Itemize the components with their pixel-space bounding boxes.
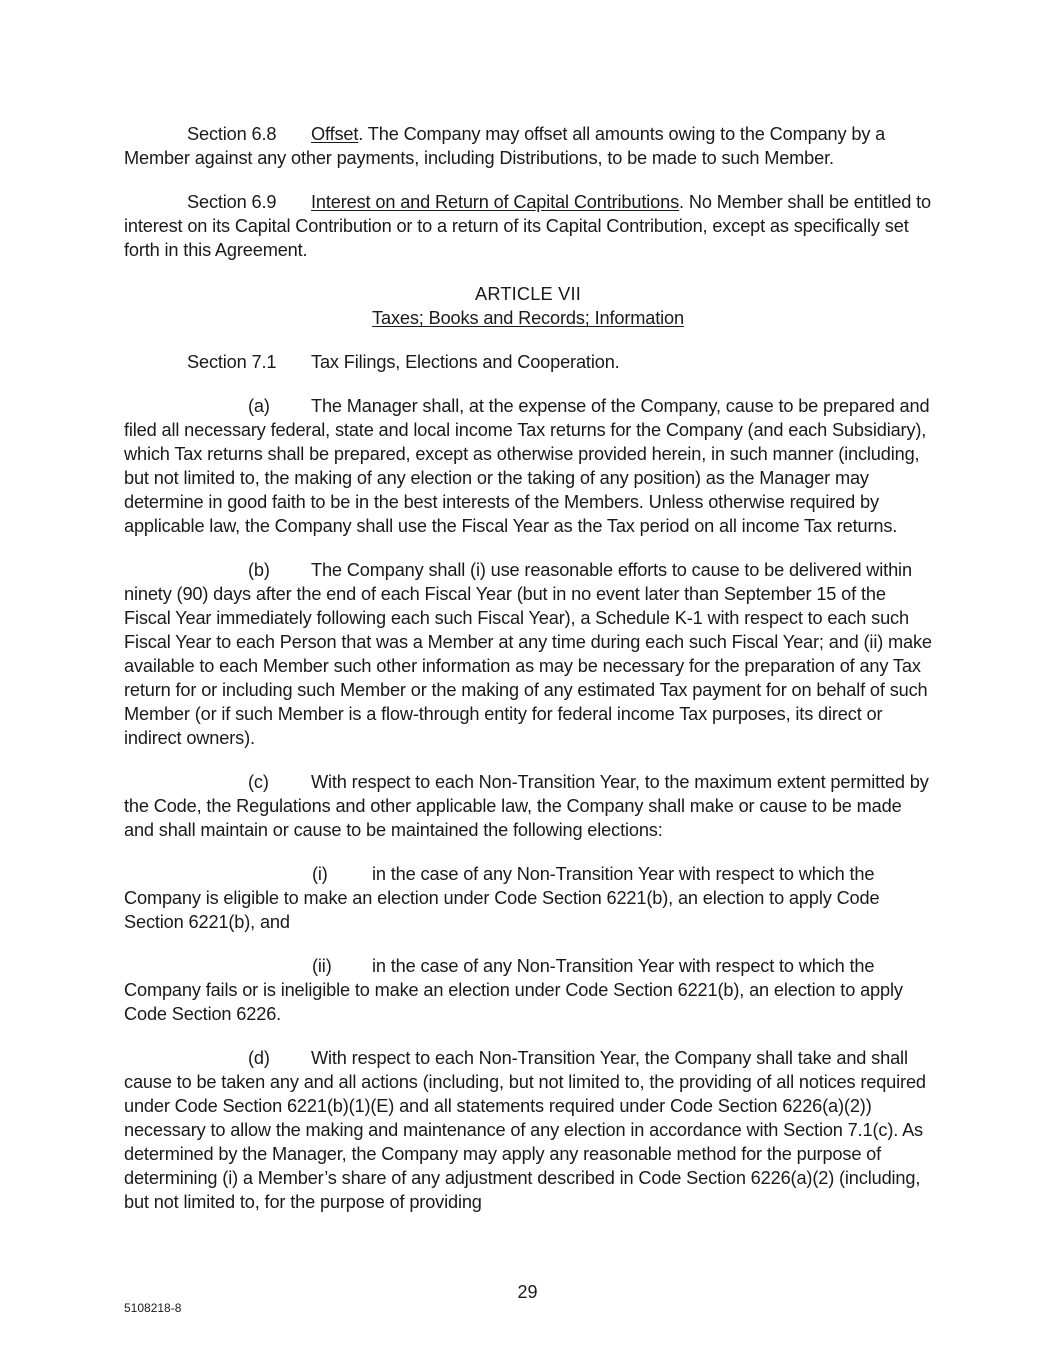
section-number: Section 6.9 bbox=[187, 192, 277, 212]
paragraph-text: The Company shall (i) use reasonable efforts to cause to be delivered within ninety (90) days after the end of each Fiscal Year (but in no event later than September 15 of the Fiscal Year immediately following each such Fiscal Year), a Schedule K-1 with respect to each such Fiscal Year to each Person that was a Member at any time during each such Fiscal Year; and (ii) make available to each Member such other information as may be necessary for the preparation of any Tax return for or including such Member or the making of any estimated Tax payment for on behalf of such Member (or if such Member is a flow-through entity for federal income Tax purposes, its direct or indirect owners). bbox=[124, 560, 932, 748]
section-title: Tax Filings, Elections and Cooperation. bbox=[311, 352, 620, 372]
paragraph-label: (ii) bbox=[312, 956, 332, 976]
section-number: Section 7.1 bbox=[187, 352, 277, 372]
article-heading: ARTICLE VII bbox=[475, 284, 581, 304]
section-number: Section 6.8 bbox=[187, 124, 277, 144]
paragraph-b bbox=[124, 558, 932, 750]
paragraph-label: (i) bbox=[312, 864, 328, 884]
section-body: . No Member shall be entitled to interest on its Capital Contribution or to a return of its Capital Contribution, except as specifically set forth in this Agreement. bbox=[124, 192, 932, 260]
paragraph-c-ii bbox=[124, 954, 932, 1026]
paragraph-label: (a) bbox=[248, 396, 270, 416]
paragraph-a bbox=[124, 394, 932, 538]
document-id: 5108218-8 bbox=[124, 1301, 182, 1315]
section-title: Offset bbox=[311, 124, 359, 144]
paragraph-c-i bbox=[124, 862, 932, 934]
paragraph-text: The Manager shall, at the expense of the Company, cause to be prepared and filed all necessary federal, state and local income Tax returns for the Company (and each Subsidiary), which Tax returns shall be prepared, except as otherwise provided herein, in such manner (including, but not limited to, the making of any election or the taking of any position) as the Manager may determine in good faith to be in the best interests of the Members. Unless otherwise required by applicable law, the Company shall use the Fiscal Year as the Tax period on all income Tax returns. bbox=[124, 396, 930, 536]
paragraph-label: (b) bbox=[248, 560, 270, 580]
paragraph-d bbox=[124, 1046, 932, 1214]
section-body: . The Company may offset all amounts owing to the Company by a Member against any other payments, including Distributions, to be made to such Member. bbox=[124, 124, 886, 168]
section-title: Interest on and Return of Capital Contributions bbox=[311, 192, 680, 212]
section-7-1 bbox=[124, 350, 932, 374]
paragraph-text: in the case of any Non-Transition Year with respect to which the Company fails or is ineligible to make an election under Code Section 6221(b), an election to apply Code Section 6226. bbox=[124, 956, 903, 1024]
paragraph-label: (c) bbox=[248, 772, 269, 792]
paragraph-c bbox=[124, 770, 932, 842]
paragraph-text: With respect to each Non-Transition Year, the Company shall take and shall cause to be taken any and all actions (including, but not limited to, the providing of all notices required under Code Section 6221(b)(1)(E) and all statements required under Code Section 6226(a)(2)) necessary to allow the making and maintenance of any election in accordance with Section 7.1(c). As determined by the Manager, the Company may apply any reasonable method for the purpose of determining (i) a Member’s share of any adjustment described in Code Section 6226(a)(2) (including, but not limited to, for the purpose of providing bbox=[124, 1048, 926, 1212]
article-header bbox=[124, 282, 932, 330]
section-6-9 bbox=[124, 190, 932, 262]
paragraph-text: With respect to each Non-Transition Year, to the maximum extent permitted by the Code, the Regulations and other applicable law, the Company shall make or cause to be made and shall maintain or cause to be maintained the following elections: bbox=[124, 772, 929, 840]
section-6-8 bbox=[124, 122, 932, 170]
paragraph-text: in the case of any Non-Transition Year with respect to which the Company is eligible to make an election under Code Section 6221(b), an election to apply Code Section 6221(b), and bbox=[124, 864, 880, 932]
paragraph-label: (d) bbox=[248, 1048, 270, 1068]
article-title: Taxes; Books and Records; Information bbox=[372, 308, 684, 328]
page-number: 29 bbox=[517, 1282, 538, 1302]
document-page bbox=[124, 122, 932, 1234]
